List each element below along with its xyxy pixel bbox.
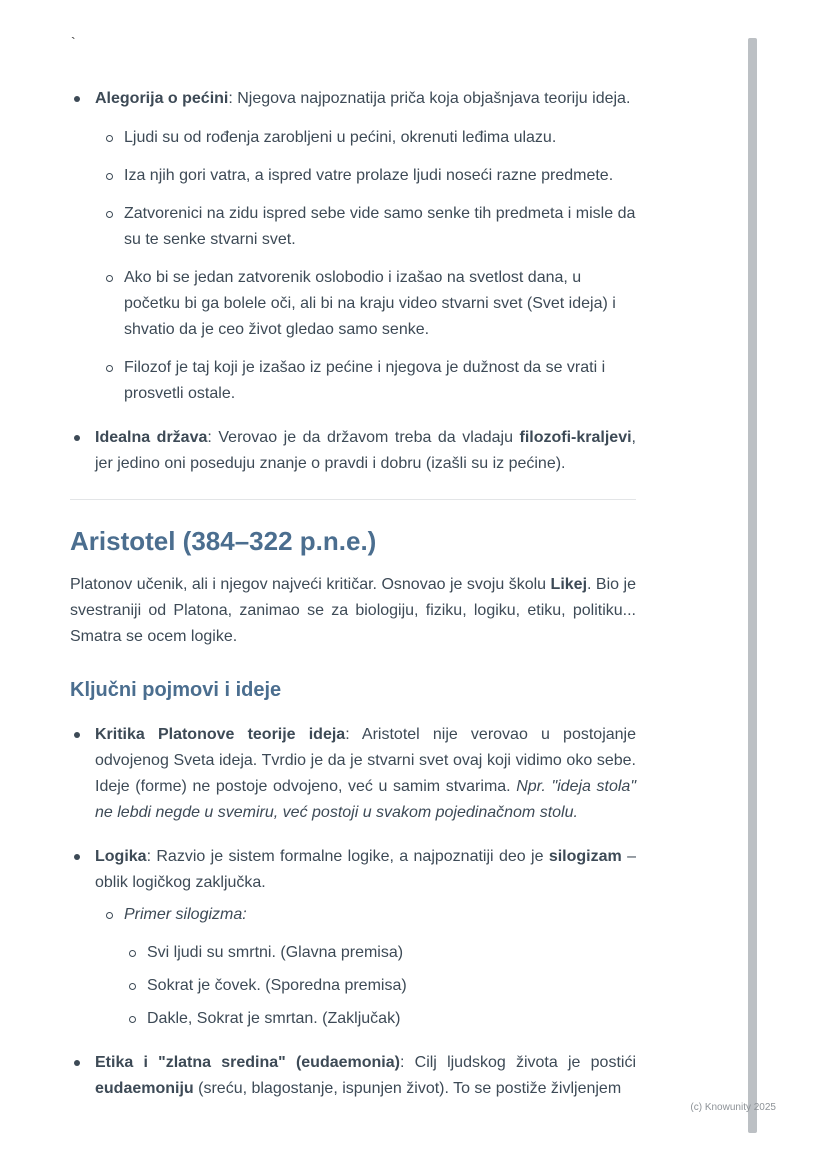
circle-bullet-icon (106, 211, 113, 218)
list-item-text: Filozof je taj koji je izašao iz pećine i njegova je dužnost da se vrati i prosvetli ostale. (124, 359, 606, 402)
list-item-primer-silogizma (103, 902, 636, 928)
list-item (103, 125, 636, 151)
term-italic-example: Npr. "ideja stola" ne lebdi negde u svemiru, već postoji u svakom pojedinačnom stolu. (95, 778, 637, 821)
stray-tick-mark: ` (71, 34, 76, 50)
subsection-heading-kljucni-pojmovi: Ključni pojmovi i ideje (70, 679, 282, 701)
term-bold-2: silogizam (548, 848, 622, 865)
bullet-icon (74, 732, 80, 738)
intro-bold: Likej (550, 576, 588, 593)
term-bold-2: filozofi-kraljevi (519, 429, 632, 446)
list-item-kritika (70, 722, 636, 826)
list-item (103, 355, 636, 407)
circle-bullet-icon (129, 950, 136, 957)
list-item-text: Svi ljudi su smrtni. (Glavna premisa) (147, 944, 404, 961)
document-content (70, 86, 636, 1102)
intro-text-a: Platonov učenik, ali i njegov najveći kritičar. Osnovao je svoju školu (70, 576, 551, 593)
term-rest: : Njegova najpoznatija priča koja objašnjava teoriju ideja. (228, 90, 631, 107)
list-item-idealna-drzava (70, 425, 636, 477)
term-rest: : Aristotel nije verovao u postojanje odvojenog Sveta ideja. Tvrdio je da je stvarni svet ovaj koji vidimo oko sebe. Ideje (forme) ne postoje odvojeno, već u samim stvarima. (95, 726, 636, 795)
list-item (126, 973, 636, 999)
circle-bullet-icon (106, 365, 113, 372)
list-item-logika (70, 844, 636, 896)
footer-copyright: (c) Knowunity 2025 (690, 1102, 776, 1113)
list-item-alegorija (70, 86, 636, 112)
term-mid: : Cilj ljudskog života je postići (399, 1054, 636, 1071)
list-item-text: Primer silogizma: (124, 906, 247, 923)
circle-bullet-icon (106, 912, 113, 919)
list-item-text: Dakle, Sokrat je smrtan. (Zaključak) (147, 1010, 401, 1027)
bullet-icon (74, 1060, 80, 1066)
list-item-text (95, 86, 636, 112)
section-divider (70, 499, 636, 500)
list-item (126, 1006, 636, 1032)
bullet-icon (74, 96, 80, 102)
bullet-icon (74, 854, 80, 860)
circle-bullet-icon (106, 275, 113, 282)
list-item (103, 265, 636, 343)
circle-bullet-icon (106, 135, 113, 142)
intro-text-b: . Bio je svestraniji od Platona, zanimao se za biologiju, fiziku, logiku, etiku, politiku... Smatra se ocem logike. (70, 576, 636, 645)
list-item-text (95, 844, 636, 896)
bullet-icon (74, 435, 80, 441)
term-rest: , jer jedino oni poseduju znanje o pravdi i dobru (izašli su iz pećine). (95, 429, 636, 472)
list-item-text: Zatvorenici na zidu ispred sebe vide samo senke tih predmeta i misle da su te senke stvarni svet. (124, 205, 636, 248)
term-bold: Alegorija o pećini (95, 90, 229, 107)
term-rest: (sreću, blagostanje, ispunjen život). To se postiže življenjem (193, 1080, 622, 1097)
aristotel-intro-paragraph (70, 572, 636, 650)
list-item-text (95, 1050, 636, 1102)
silogizam-steps-list (103, 940, 636, 1032)
circle-bullet-icon (106, 173, 113, 180)
term-bold-2: eudaemoniju (95, 1080, 194, 1097)
logika-sublist (70, 902, 636, 1032)
alegorija-sublist (70, 125, 636, 407)
section-heading-aristotel: Aristotel (384–322 p.n.e.) (70, 526, 377, 556)
term-mid: : Verovao je da državom treba da vladaju (207, 429, 520, 446)
list-item-text: Ako bi se jedan zatvorenik oslobodio i izašao na svetlost dana, u početku bi ga bolele oči, ali bi na kraju video stvarni svet (Svet ideja) i shvatio da je ceo život gledao samo senke. (124, 269, 616, 338)
list-item-text (95, 722, 636, 826)
list-item-text (95, 425, 636, 477)
circle-bullet-icon (129, 1016, 136, 1023)
term-rest: – oblik logičkog zaključka. (95, 848, 636, 891)
list-item (126, 940, 636, 966)
list-item-etika (70, 1050, 636, 1102)
list-item (103, 163, 636, 189)
list-item-text: Ljudi su od rođenja zarobljeni u pećini, okrenuti leđima ulazu. (124, 129, 557, 146)
term-mid: : Razvio je sistem formalne logike, a najpoznatiji deo je (146, 848, 549, 865)
circle-bullet-icon (129, 983, 136, 990)
list-item-text: Iza njih gori vatra, a ispred vatre prolaze ljudi noseći razne predmete. (124, 167, 614, 184)
term-bold: Kritika Platonove teorije ideja (95, 726, 346, 743)
term-bold: Logika (95, 848, 147, 865)
list-item (103, 201, 636, 253)
term-bold: Etika i "zlatna sredina" (eudaemonia) (95, 1054, 400, 1071)
list-item-text: Sokrat je čovek. (Sporedna premisa) (147, 977, 407, 994)
scrollbar-thumb[interactable] (748, 38, 757, 1133)
term-bold: Idealna država (95, 429, 208, 446)
